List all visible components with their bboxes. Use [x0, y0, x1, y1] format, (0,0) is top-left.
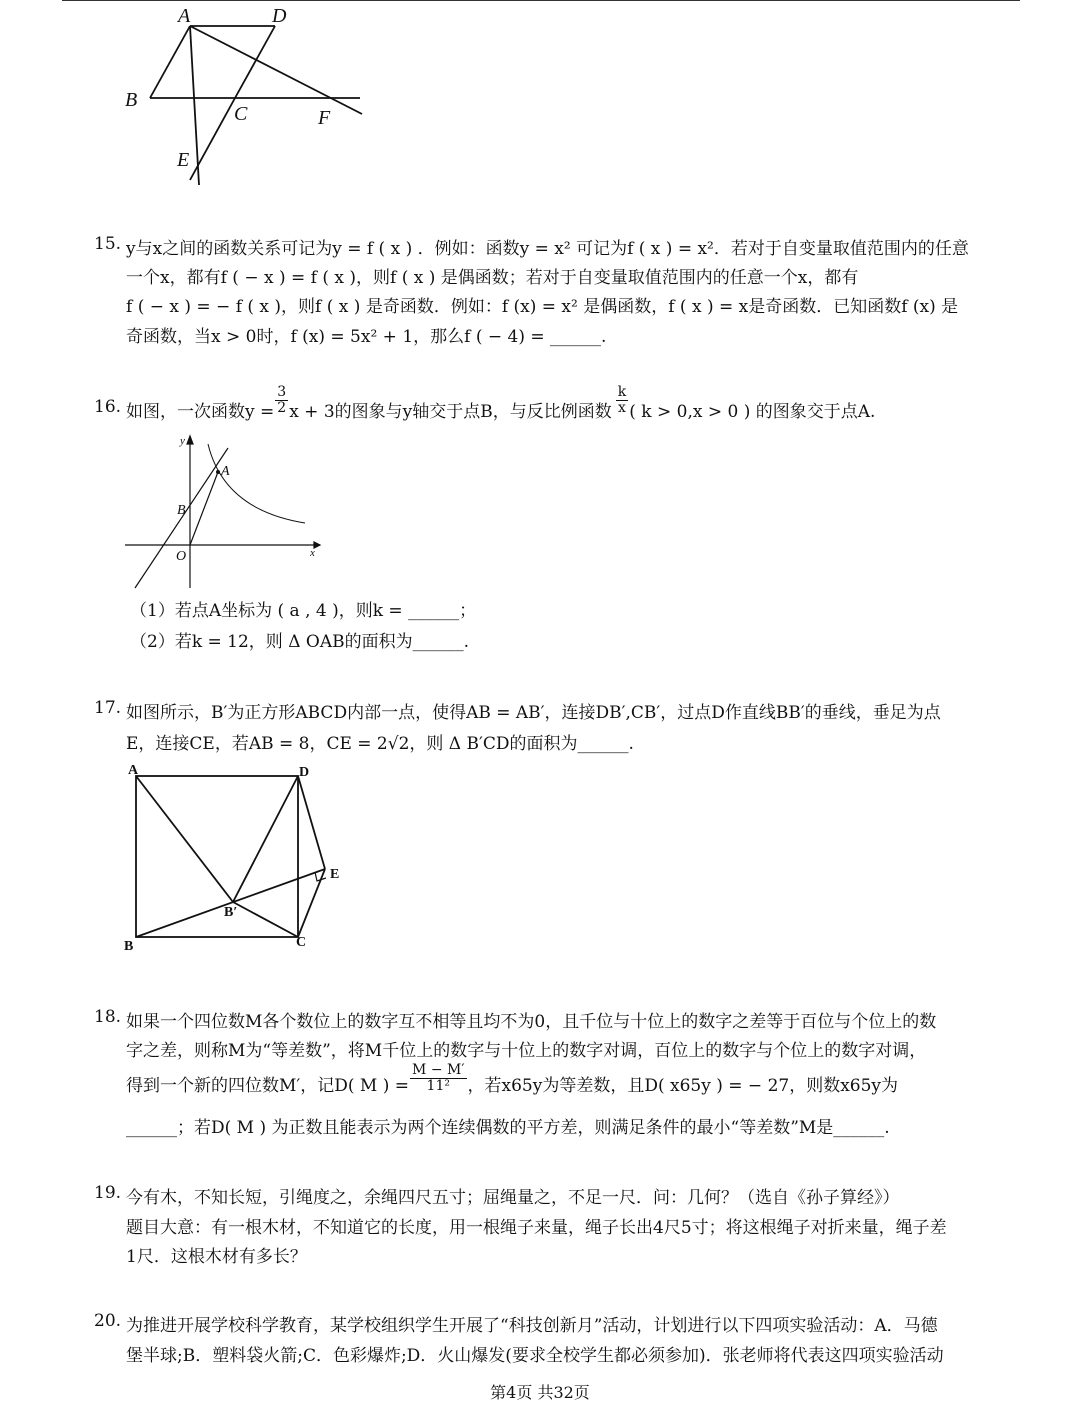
q16-intro-b: x + 3的图象与y轴交于点B，与反比例函数 — [289, 402, 612, 422]
label-a: A — [178, 5, 191, 27]
label-b: B — [177, 503, 186, 518]
q16-intro-c: ( k > 0,x > 0 ) 的图象交于点A. — [629, 402, 876, 422]
q19-number: 19. — [94, 1183, 122, 1203]
q16-frac-den: 2 — [277, 400, 287, 416]
label-b: B — [125, 89, 138, 111]
q16-frac2-num: k — [617, 384, 627, 400]
label-e: E — [330, 867, 340, 882]
label-b: B — [124, 939, 134, 954]
figure-function-graph — [120, 430, 330, 590]
q18-line2: 字之差，则称M为“等差数”，将M千位上的数字与十位上的数字对调，百位上的数字与个位上的数字对调， — [126, 1041, 927, 1061]
q16-intro-a: 如图，一次函数 — [126, 402, 245, 422]
axis-label-y: y — [180, 435, 185, 447]
q18-frac-num: M − M′ — [412, 1062, 465, 1078]
q18-line3-a: 得到一个新的四位数M′，记D( M ) = — [126, 1076, 410, 1096]
segment-oa — [190, 472, 218, 545]
segment-dc — [235, 26, 275, 98]
q15-number: 15. — [94, 234, 122, 254]
q15-line1: y与x之间的函数关系可记为y = f ( x ) ．例如：函数y = x² 可记为f ( x ) = x²．若对于自变量取值范围内的任意 — [126, 239, 969, 259]
q18-line1: 如果一个四位数M各个数位上的数字互不相等且均不为0，且千位与十位上的数字之差等于百位与个位上的数 — [126, 1012, 937, 1032]
q18-line3-b: ，若x65y为等差数，且D( x65y ) = − 27，则数x65y为 — [467, 1076, 899, 1096]
q16-number: 16. — [94, 397, 122, 417]
label-a: A — [128, 763, 139, 778]
q17-number: 17. — [94, 698, 122, 718]
q17-line2: E，连接CE，若AB = 8，CE = 2√2，则 Δ B′CD的面积为______. — [126, 734, 634, 754]
label-c: C — [234, 103, 248, 125]
line-af — [190, 26, 362, 114]
q16-sub1: （1）若点A坐标为 ( a , 4 )，则k = ______； — [130, 601, 477, 621]
figure-square — [120, 760, 360, 955]
segment-de — [298, 776, 325, 869]
square-abcd — [136, 776, 298, 937]
q17-line1: 如图所示，B′为正方形ABCD内部一点，使得AB = AB′，连接DB′,CB′，过点D作直线BB′的垂线，垂足为点 — [126, 703, 941, 723]
q20-number: 20. — [94, 1311, 122, 1331]
q18-line3 — [126, 1063, 898, 1094]
q20-line1: 为推进开展学校科学教育，某学校组织学生开展了“科技创新月”活动，计划进行以下四项实验活动：A．马德 — [126, 1316, 938, 1336]
label-d: D — [272, 5, 287, 27]
label-d: D — [299, 765, 310, 780]
q15-line2: 一个x，都有f ( − x ) = f ( x )，则f ( x ) 是偶函数；若对于自变量取值范围内的任意一个x，都有 — [126, 268, 859, 288]
segment-ab — [150, 26, 190, 98]
point-a — [216, 470, 220, 474]
label-f: F — [318, 107, 331, 129]
q16-kx-fraction — [616, 385, 628, 416]
q16-slope-fraction — [275, 385, 288, 416]
right-angle-mark — [315, 872, 326, 881]
q19-line2: 题目大意：有一根木材，不知道它的长度，用一根绳子来量，绳子长出4尺5寸；将这根绳子对折来量，绳子差 — [126, 1218, 947, 1238]
label-o: O — [176, 549, 187, 564]
q15-line3: f ( − x ) = − f ( x )，则f ( x ) 是奇函数．例如：f (x) = x² 是偶函数，f ( x ) = x是奇函数．已知函数f (x) 是 — [126, 297, 959, 317]
q19-line3: 1尺．这根木材有多长？ — [126, 1247, 307, 1267]
page-footer: 第4页 共32页 — [490, 1383, 590, 1402]
q16-eq-y: y = — [245, 402, 275, 422]
q15-line4: 奇函数，当x > 0时，f (x) = 5x² + 1，那么f ( − 4) = ______. — [126, 327, 607, 347]
x-axis-arrow — [314, 542, 320, 548]
q16-intro — [126, 384, 876, 422]
label-b-prime: B′ — [224, 905, 238, 920]
y-axis-arrow — [187, 436, 193, 444]
segment-cb-prime — [233, 902, 298, 937]
linear-function-line — [135, 448, 228, 588]
axis-label-x: x — [310, 547, 315, 559]
figure-parallelogram — [110, 0, 380, 190]
q16-frac2-den: x — [618, 400, 626, 416]
q18-fraction — [410, 1063, 466, 1094]
line-ae — [190, 26, 199, 185]
q18-line4: ______；若D( M ) 为正数且能表示为两个连续偶数的平方差，则满足条件的最小“等差数”M是______. — [126, 1118, 890, 1138]
q18-frac-den: 11² — [426, 1078, 450, 1094]
label-e: E — [177, 149, 190, 171]
q16-sub2: （2）若k = 12，则 Δ OAB的面积为______. — [130, 632, 469, 652]
label-a: A — [221, 464, 230, 479]
label-c: C — [296, 935, 307, 950]
q20-line2: 堡半球;B．塑料袋火箭;C．色彩爆炸;D．火山爆发(要求全校学生都必须参加)．张老师将代表这四项实验活动 — [126, 1346, 944, 1366]
q18-number: 18. — [94, 1007, 122, 1027]
q16-frac-num: 3 — [277, 384, 287, 400]
q19-line1: 今有木，不知长短，引绳度之，余绳四尺五寸；屈绳量之，不足一尺．问：几何？（选自《孙子算经》） — [126, 1188, 900, 1208]
line-bb-prime-e — [136, 869, 325, 937]
segment-ab-prime — [136, 776, 233, 902]
